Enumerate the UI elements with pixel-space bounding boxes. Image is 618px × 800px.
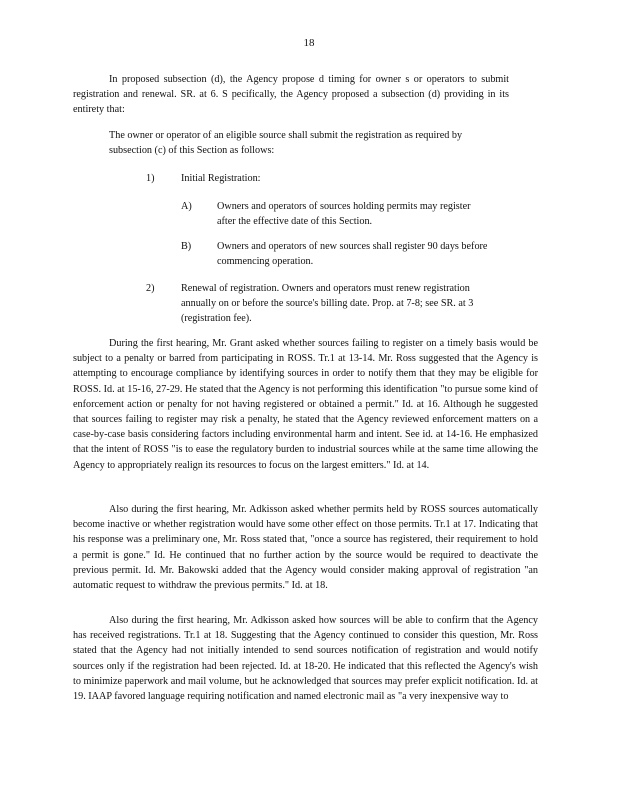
hearing-paragraph-1: During the first hearing, Mr. Grant asked whether sources failing to register on a timely basis would be subject to a penalty or barred from participating in ROSS. Tr.1 at 13-14. Mr. Ross suggested that the Agency is attempting to encourage compliance by identifying sources in order to notify them that they may be eligible for ROSS. Id. at 15-16, 27-29. He stated that the Agency is not performing this identification "to pursue some kind of enforcement action or penalty for not having registered or obtained a permit." Id. at 16. Although he suggested that sources failing to register may risk a penalty, he stated that the Agency reviewed enforcement matters on a case-by-case basis considering factors including environmental harm and intent. See id. at 14-16. He emphasized that the intent of ROSS "is to ease the regulatory burden to industrial sources while at the same time allowing the Agency to appropriately realign its resources to focus on the largest emitters." Id. at 14. xyxy=(73,338,538,471)
intro-paragraph: In proposed subsection (d), the Agency propose d timing for owner s or operators to submit registration and renewal. SR. at 6. S pecifically, the Agency proposed a subsection (d) providing in its entirety that: xyxy=(73,74,509,116)
page-number: 18 xyxy=(303,37,315,49)
list-item-number: B) xyxy=(181,241,192,252)
quote-intro: The owner or operator of an eligible source shall submit the registration as required by subsection (c) of this Section as follows: xyxy=(109,130,463,157)
list-item-text: Owners and operators of new sources shall register 90 days before commencing operation. xyxy=(217,241,488,268)
list-item-number: 2) xyxy=(146,283,155,294)
hearing-paragraph-2: Also during the first hearing, Mr. Adkisson asked whether permits held by ROSS sources automatically become inactive or whether registration would have some other effect on those permits. Tr.1 at 17. Indicating that his response was a preliminary one, Mr. Ross stated that, "once a source has registered, their requirement to hold a permit is gone." Id. He continued that no further action by the source would be required to deactivate the previous permit. Id. Mr. Bakowski added that the Agency would consider making approval of registration "an automatic request to withdraw the previous permits." Id. at 18. xyxy=(73,504,538,592)
list-item-number: A) xyxy=(181,201,192,212)
list-item-text: Initial Registration: xyxy=(181,173,261,184)
list-item-text: Renewal of registration. Owners and operators must renew registration annually on or before the source's billing date. Prop. at 7-8; see SR. at 3 (registration fee). xyxy=(181,283,474,325)
list-item-number: 1) xyxy=(146,173,155,184)
list-item-text: Owners and operators of sources holding permits may register after the effective date of this Section. xyxy=(217,201,471,228)
hearing-paragraph-3: Also during the first hearing, Mr. Adkisson asked how sources will be able to confirm that the Agency has received registrations. Tr.1 at 18. Suggesting that the Agency continued to consider this question, Mr. Ross stated that the Agency had not initially intended to send sources notification of registration and would notify sources only if the registration had been rejected. Id. at 18-20. He indicated that this reflected the Agency's wish to minimize paperwork and mail volume, but he acknowledged that sources may prefer explicit notification. Id. at 19. IAAP favored language requiring notification and named electronic mail as "a very inexpensive way to xyxy=(73,615,538,703)
